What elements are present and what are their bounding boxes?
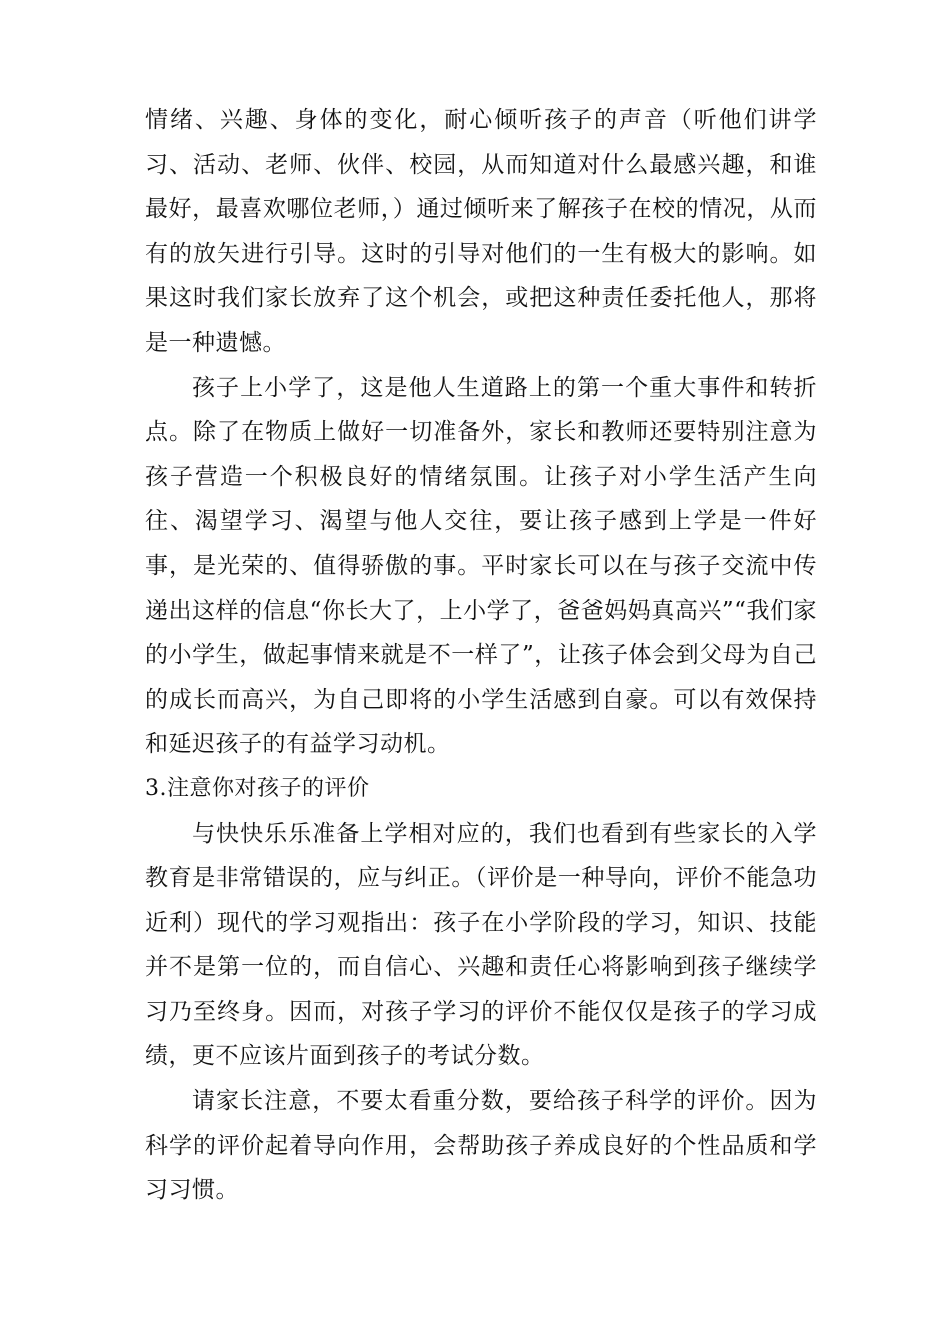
paragraph-listening: 情绪、兴趣、身体的变化，耐心倾听孩子的声音（听他们讲学习、活动、老师、伙伴、校园，从而知道对什么最感兴趣，和谁最好，最喜欢哪位老师，）通过倾听来了解孩子在校的情况，从而有的放矢进行引导。这时的引导对他们的一生有极大的影响。如果这时我们家长放弃了这个机会，或把这种责任委托他人，那将是一种遗憾。: [145, 107, 817, 356]
paragraph-evaluation-view: 与快快乐乐准备上学相对应的，我们也看到有些家长的入学教育是非常错误的，应与纠正。（评价是一种导向，评价不能急功近利）现代的学习观指出：孩子在小学阶段的学习，知识、技能并不是第一位的，而自信心、兴趣和责任心将影响到孩子继续学习乃至终身。因而，对孩子学习的评价不能仅仅是孩子的学习成绩，更不应该片面到孩子的考试分数。: [145, 820, 817, 1070]
paragraph-entering-school: 孩子上小学了，这是他人生道路上的第一个重大事件和转折点。除了在物质上做好一切准备外，家长和教师还要特别注意为孩子营造一个积极良好的情绪氛围。让孩子对小学生活产生向往、渴望学习、渴望与他人交往，要让孩子感到上学是一件好事，是光荣的、值得骄傲的事。平时家长可以在与孩子交流中传递出这样的信息“你长大了，上小学了，爸爸妈妈真高兴”“我们家的小学生，做起事情来就是不一样了”，让孩子体会到父母为自己的成长而高兴，为自己即将的小学生活感到自豪。可以有效保持和延迟孩子的有益学习动机。: [145, 374, 817, 758]
paragraph-parent-advice: 请家长注意，不要太看重分数，要给孩子科学的评价。因为科学的评价起着导向作用，会帮助孩子养成良好的个性品质和学习习惯。: [145, 1088, 817, 1204]
document-body: [145, 98, 817, 1213]
section-heading: 3.注意你对孩子的评价: [145, 775, 370, 801]
